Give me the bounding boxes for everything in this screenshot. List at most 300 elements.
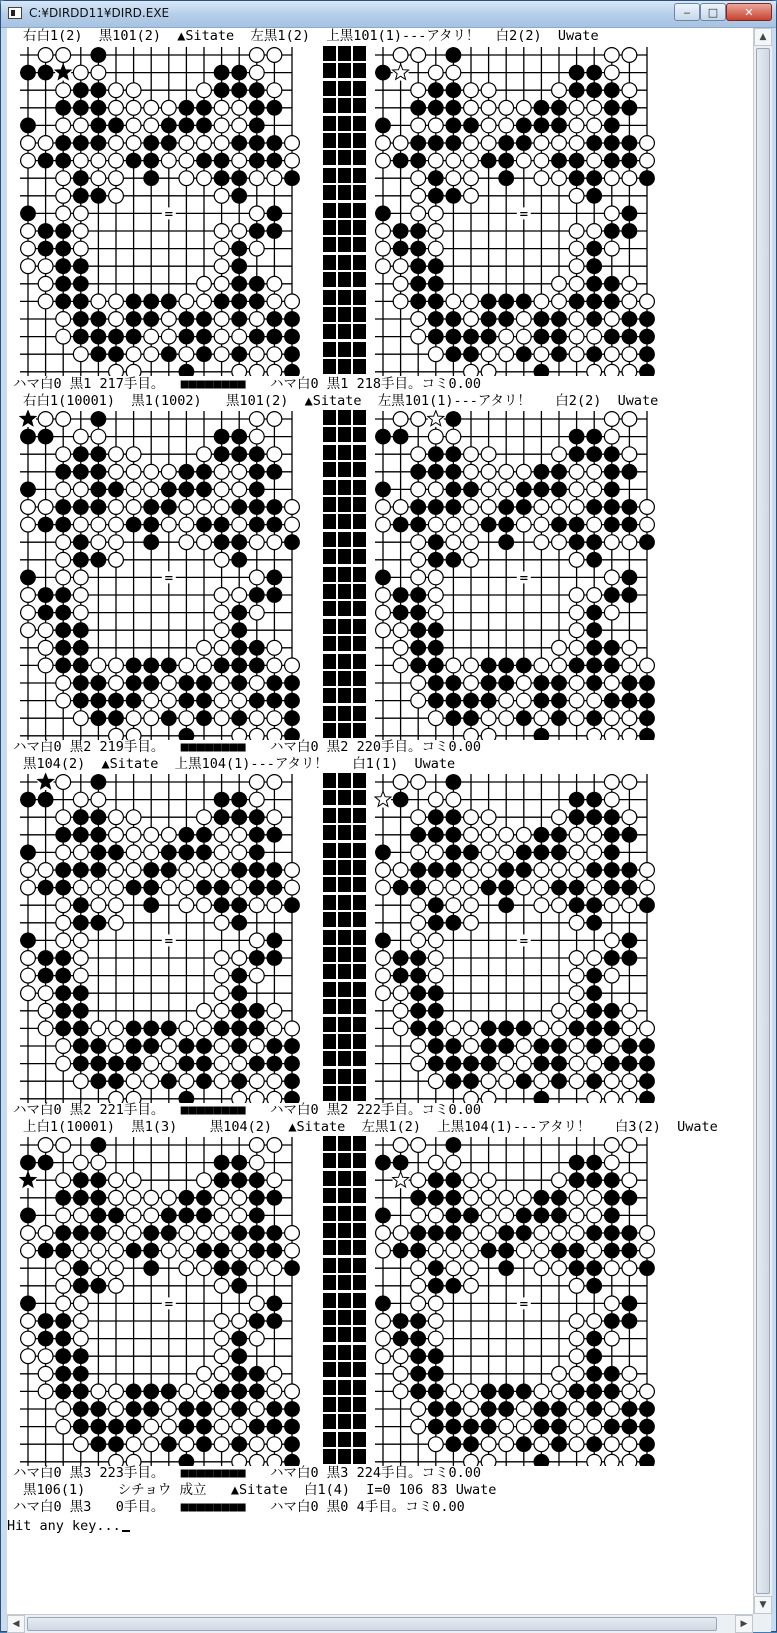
white-stone: [569, 552, 584, 567]
separator-block: [338, 514, 351, 529]
white-stone: [499, 1056, 514, 1071]
black-stone: [622, 933, 637, 948]
white-stone: [91, 1243, 106, 1258]
white-stone: [464, 464, 479, 479]
white-stone: [161, 676, 176, 691]
white-stone: [197, 276, 212, 291]
black-stone: [446, 447, 461, 462]
white-stone: [21, 224, 36, 239]
separator-block: [323, 1275, 336, 1290]
white-stone: [604, 171, 619, 186]
white-stone: [569, 500, 584, 515]
white-stone: [640, 1243, 655, 1258]
white-stone: [534, 517, 549, 532]
white-stone: [516, 880, 531, 895]
white-stone: [534, 153, 549, 168]
black-stone: [249, 1056, 264, 1071]
black-stone: [214, 1384, 229, 1399]
black-stone: [534, 1419, 549, 1434]
white-stone: [516, 1190, 531, 1205]
separator-block: [338, 584, 351, 599]
separator-block: [338, 877, 351, 892]
separator-block: [353, 410, 366, 425]
black-stone: [481, 329, 496, 344]
black-stone: [285, 1402, 300, 1417]
black-stone: [249, 1003, 264, 1018]
black-stone: [516, 294, 531, 309]
white-stone: [109, 810, 124, 825]
white-stone: [91, 1155, 106, 1170]
white-stone: [197, 171, 212, 186]
black-stone: [604, 294, 619, 309]
white-stone: [144, 100, 159, 115]
white-stone: [214, 118, 229, 133]
scroll-right-button[interactable]: [735, 1615, 753, 1633]
white-stone: [179, 1261, 194, 1276]
black-stone: [267, 1296, 282, 1311]
black-stone: [640, 347, 655, 362]
black-stone: [446, 693, 461, 708]
black-stone: [232, 658, 247, 673]
black-stone: [411, 1190, 426, 1205]
black-stone: [73, 915, 88, 930]
white-stone: [446, 1155, 461, 1170]
horizontal-scrollbar[interactable]: [7, 1614, 753, 1633]
separator-block: [353, 982, 366, 997]
white-stone: [214, 951, 229, 966]
black-stone: [91, 676, 106, 691]
white-stone: [446, 1384, 461, 1399]
white-stone: [126, 1173, 141, 1188]
sequence-result-line: 黒106(1) シチョウ 成立 ▲Sitate 白1(4) I=0 106 83 Uwate: [23, 1482, 497, 1498]
white-stone: [109, 1278, 124, 1293]
separator-block: [353, 654, 366, 669]
white-stone: [534, 171, 549, 186]
separator-block: [323, 601, 336, 616]
move-analysis-line: 右白1(2) 黒101(2) ▲Sitate 左黒1(2) 上黒101(1)---アタリ！ 白2(2) Uwate: [23, 28, 599, 44]
black-stone: [56, 1021, 71, 1036]
scroll-left-button[interactable]: [7, 1615, 25, 1633]
horizontal-scroll-thumb[interactable]: [27, 1617, 717, 1631]
white-stone: [464, 136, 479, 151]
black-stone: [73, 259, 88, 274]
vertical-scrollbar[interactable]: [753, 28, 772, 1614]
move-analysis-line: 上白1(10001) 黒1(3) 黒104(2) ▲Sitate 左黒1(2) 上黒104(1)---アタリ！ 白3(2) Uwate: [23, 1119, 718, 1135]
separator-block: [353, 133, 366, 148]
white-stone: [232, 951, 247, 966]
title-bar[interactable]: [1, 1, 776, 28]
black-stone: [428, 863, 443, 878]
black-stone: [267, 224, 282, 239]
white-stone: [21, 986, 36, 1001]
black-stone: [232, 863, 247, 878]
white-stone: [126, 711, 141, 726]
separator-block: [323, 63, 336, 78]
black-stone: [179, 693, 194, 708]
white-stone: [21, 1314, 36, 1329]
white-stone: [126, 1074, 141, 1089]
separator-block: [323, 462, 336, 477]
white-stone: [197, 1366, 212, 1381]
white-stone: [587, 845, 602, 860]
black-stone: [179, 329, 194, 344]
black-stone: [587, 1349, 602, 1364]
black-stone: [285, 693, 300, 708]
white-stone: [249, 1261, 264, 1276]
white-stone: [569, 1056, 584, 1071]
black-stone: [552, 464, 567, 479]
white-stone: [267, 1366, 282, 1381]
white-stone: [428, 588, 443, 603]
white-stone: [109, 658, 124, 673]
separator-block: [338, 912, 351, 927]
black-stone: [411, 500, 426, 515]
white-stone: [622, 347, 637, 362]
white-stone: [569, 1366, 584, 1381]
white-stone: [285, 153, 300, 168]
white-stone: [481, 1091, 496, 1103]
black-stone: [214, 171, 229, 186]
white-stone: [249, 241, 264, 256]
white-stone: [38, 1138, 53, 1153]
scroll-down-button[interactable]: [754, 1596, 772, 1614]
black-stone: [569, 1384, 584, 1399]
minimize-button[interactable]: [674, 3, 700, 21]
separator-block: [323, 636, 336, 651]
white-stone: [640, 863, 655, 878]
white-stone: [587, 1208, 602, 1223]
black-stone: [91, 915, 106, 930]
white-stone: [267, 640, 282, 655]
black-stone: [622, 1314, 637, 1329]
black-stone: [552, 153, 567, 168]
white-stone: [214, 1331, 229, 1346]
white-stone: [569, 640, 584, 655]
black-stone: [214, 792, 229, 807]
white-stone: [481, 827, 496, 842]
white-stone: [249, 968, 264, 983]
white-stone: [569, 276, 584, 291]
white-stone: [411, 1296, 426, 1311]
white-stone: [179, 294, 194, 309]
black-stone: [534, 1402, 549, 1417]
separator-block: [323, 999, 336, 1014]
center-mark: =: [519, 570, 529, 587]
black-stone: [604, 1366, 619, 1381]
white-stone: [446, 1243, 461, 1258]
white-stone: [552, 810, 567, 825]
black-stone: [481, 1384, 496, 1399]
black-stone: [428, 276, 443, 291]
black-stone: [604, 83, 619, 98]
black-stone: [393, 224, 408, 239]
center-mark: =: [519, 933, 529, 950]
white-stone: [214, 1349, 229, 1364]
white-stone: [232, 517, 247, 532]
white-stone: [428, 241, 443, 256]
white-stone: [56, 171, 71, 186]
black-stone: [267, 136, 282, 151]
separator-block: [338, 324, 351, 339]
black-stone: [126, 1384, 141, 1399]
go-board-left: [19, 1136, 309, 1466]
black-stone: [428, 1173, 443, 1188]
black-stone: [411, 224, 426, 239]
white-stone: [604, 429, 619, 444]
black-stone: [587, 810, 602, 825]
white-stone: [38, 1366, 53, 1381]
black-stone: [587, 429, 602, 444]
white-stone: [179, 898, 194, 913]
separator-block: [338, 1086, 351, 1101]
white-stone: [464, 898, 479, 913]
white-stone: [552, 447, 567, 462]
black-stone: [481, 658, 496, 673]
white-stone: [56, 1039, 71, 1054]
vertical-scroll-thumb[interactable]: [756, 48, 770, 1594]
white-stone: [232, 845, 247, 860]
black-stone: [411, 1314, 426, 1329]
white-stone: [73, 933, 88, 948]
black-stone: [267, 1056, 282, 1071]
black-stone: [91, 845, 106, 860]
white-stone: [214, 986, 229, 1001]
white-stone: [214, 1402, 229, 1417]
black-stone: [126, 1243, 141, 1258]
white-stone: [569, 1208, 584, 1223]
white-stone: [285, 1021, 300, 1036]
white-stone: [464, 364, 479, 376]
separator-block: [323, 912, 336, 927]
separator-block: [353, 843, 366, 858]
black-stone: [428, 810, 443, 825]
white-stone: [144, 1419, 159, 1434]
white-stone: [56, 915, 71, 930]
close-icon: ✕: [744, 5, 754, 19]
black-stone: [411, 259, 426, 274]
white-stone: [516, 693, 531, 708]
black-stone: [197, 464, 212, 479]
separator-block: [323, 1380, 336, 1395]
separator-block: [353, 619, 366, 634]
black-stone: [640, 1454, 655, 1466]
separator-block: [323, 81, 336, 96]
black-stone: [21, 792, 36, 807]
separator-block: [353, 671, 366, 686]
white-stone: [516, 1039, 531, 1054]
black-stone: [73, 312, 88, 327]
separator-block: [338, 1223, 351, 1238]
black-stone: [56, 517, 71, 532]
size-grip[interactable]: [753, 1614, 771, 1632]
black-stone: [161, 711, 176, 726]
close-button[interactable]: [726, 3, 772, 21]
white-stone: [552, 898, 567, 913]
black-stone: [91, 1190, 106, 1205]
white-stone: [393, 775, 408, 790]
white-stone: [249, 1074, 264, 1089]
separator-block: [323, 410, 336, 425]
white-stone: [428, 1243, 443, 1258]
black-stone: [73, 294, 88, 309]
white-stone: [411, 810, 426, 825]
white-stone: [481, 728, 496, 740]
black-stone: [56, 1226, 71, 1241]
black-stone: [376, 845, 391, 860]
white-stone: [179, 711, 194, 726]
white-stone: [481, 863, 496, 878]
black-stone: [446, 1402, 461, 1417]
black-stone: [21, 933, 36, 948]
white-stone: [464, 83, 479, 98]
white-stone: [464, 1021, 479, 1036]
separator-block: [323, 808, 336, 823]
white-stone: [144, 118, 159, 133]
white-stone: [161, 1402, 176, 1417]
white-stone: [534, 294, 549, 309]
black-stone: [197, 1056, 212, 1071]
black-stone: [587, 83, 602, 98]
white-stone: [393, 1021, 408, 1036]
black-stone: [91, 1278, 106, 1293]
separator-block: [323, 307, 336, 322]
black-stone: [552, 118, 567, 133]
white-stone: [464, 827, 479, 842]
black-stone: [267, 1226, 282, 1241]
black-stone: [393, 880, 408, 895]
white-stone: [411, 1278, 426, 1293]
black-stone: [428, 1261, 443, 1276]
black-stone: [73, 658, 88, 673]
black-stone: [91, 329, 106, 344]
black-stone: [126, 658, 141, 673]
black-stone: [446, 1138, 461, 1153]
black-stone: [446, 312, 461, 327]
console-app-icon: [8, 7, 22, 19]
white-stone: [552, 171, 567, 186]
white-stone: [267, 171, 282, 186]
black-stone: [552, 1039, 567, 1054]
black-stone: [499, 171, 514, 186]
black-stone: [428, 1056, 443, 1071]
black-stone: [161, 118, 176, 133]
black-stone: [587, 447, 602, 462]
white-stone: [73, 1331, 88, 1346]
black-stone: [640, 1437, 655, 1452]
black-stone: [411, 1003, 426, 1018]
black-stone: [267, 693, 282, 708]
white-stone: [214, 347, 229, 362]
black-stone: [376, 206, 391, 221]
white-stone: [569, 224, 584, 239]
black-stone: [249, 500, 264, 515]
white-stone: [481, 118, 496, 133]
black-stone: [91, 83, 106, 98]
separator-block: [323, 825, 336, 840]
white-stone: [267, 347, 282, 362]
white-stone: [91, 1261, 106, 1276]
black-stone: [73, 1056, 88, 1071]
white-stone: [73, 1314, 88, 1329]
separator-block: [353, 98, 366, 113]
white-stone: [640, 153, 655, 168]
white-stone: [640, 880, 655, 895]
white-stone: [249, 792, 264, 807]
white-stone: [21, 1226, 36, 1241]
white-stone: [249, 1402, 264, 1417]
separator-block: [338, 1293, 351, 1308]
black-stone: [214, 1173, 229, 1188]
black-stone: [249, 863, 264, 878]
white-stone: [604, 1091, 619, 1103]
chevron-right-icon: ▶: [740, 1619, 748, 1629]
black-stone: [232, 1155, 247, 1170]
separator-block: [353, 636, 366, 651]
separator-block: [353, 1171, 366, 1186]
black-stone: [552, 880, 567, 895]
black-stone: [285, 898, 300, 913]
white-stone: [411, 1173, 426, 1188]
white-stone: [428, 1314, 443, 1329]
white-stone: [91, 1384, 106, 1399]
black-stone: [73, 83, 88, 98]
black-stone: [640, 676, 655, 691]
white-stone: [587, 880, 602, 895]
black-stone: [144, 1402, 159, 1417]
black-stone: [393, 429, 408, 444]
white-stone: [534, 1074, 549, 1089]
separator-block: [338, 445, 351, 460]
black-stone: [376, 429, 391, 444]
maximize-button[interactable]: [700, 3, 726, 21]
black-stone: [446, 1226, 461, 1241]
white-stone: [376, 517, 391, 532]
separator-block: [353, 497, 366, 512]
black-stone: [21, 118, 36, 133]
separator-block: [338, 1397, 351, 1412]
white-stone: [249, 1437, 264, 1452]
white-stone: [38, 500, 53, 515]
black-stone: [411, 640, 426, 655]
white-stone: [552, 1366, 567, 1381]
separator-block: [323, 1069, 336, 1084]
white-stone: [109, 312, 124, 327]
black-stone: [587, 792, 602, 807]
scroll-up-button[interactable]: [754, 28, 772, 46]
black-stone: [622, 693, 637, 708]
black-stone: [411, 863, 426, 878]
black-stone: [232, 968, 247, 983]
white-stone: [464, 658, 479, 673]
black-stone: [446, 1173, 461, 1188]
black-stone: [91, 1437, 106, 1452]
white-stone: [179, 517, 194, 532]
black-stone: [587, 1021, 602, 1036]
black-stone: [267, 951, 282, 966]
key-prompt[interactable]: [7, 1518, 130, 1535]
white-stone: [109, 1039, 124, 1054]
black-stone: [499, 1243, 514, 1258]
black-stone: [214, 810, 229, 825]
black-stone: [56, 986, 71, 1001]
black-stone: [144, 294, 159, 309]
white-stone: [376, 1314, 391, 1329]
white-stone: [428, 429, 443, 444]
white-stone: [604, 676, 619, 691]
separator-block: [323, 1414, 336, 1429]
white-stone: [38, 1226, 53, 1241]
white-stone: [232, 118, 247, 133]
